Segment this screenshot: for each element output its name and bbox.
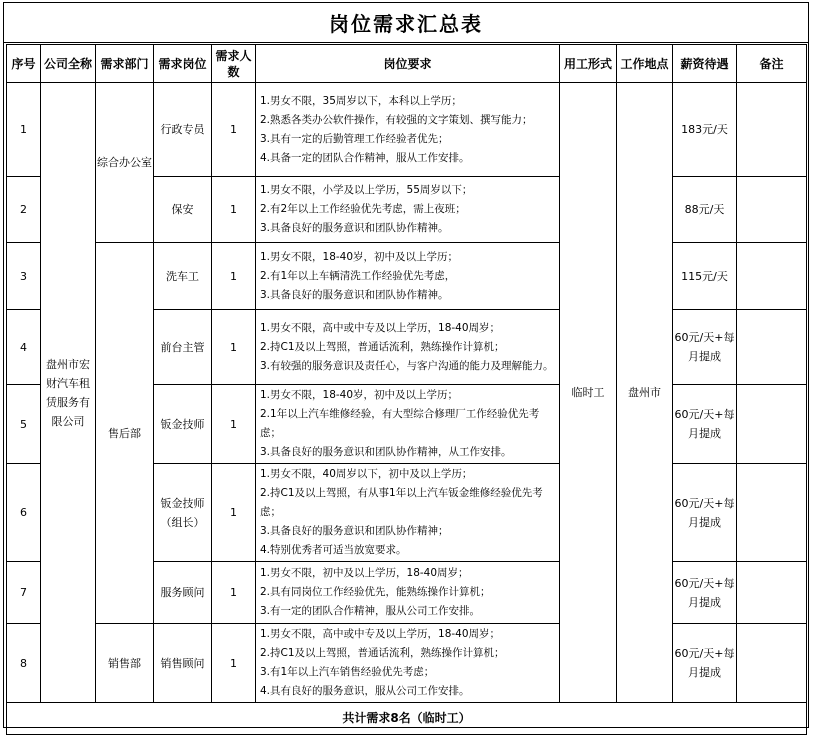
requirements-cell [256,83,560,177]
position-cell: 洗车工 [154,243,212,310]
seq-cell: 1 [7,83,41,177]
header-dept: 需求部门 [96,45,154,83]
salary-cell: 60元/天+每月提成 [673,562,737,624]
salary-cell: 60元/天+每月提成 [673,624,737,703]
requirement-line: 4.具有良好的服务意识，服从公司工作安排。 [260,685,470,697]
requirement-line: 1.男女不限，高中或中专及以上学历，18-40周岁； [260,628,501,640]
requirement-line: 2.持C1及以上驾照，有从事1年以上汽车钣金维修经验优先考虑； [260,487,543,518]
sheet-title: 岗位需求汇总表 [4,3,808,43]
requirement-line: 1.男女不限，18-40岁，初中及以上学历； [260,250,459,263]
header-position: 需求岗位 [154,45,212,83]
requirement-line: 3.有一定的团队合作精神，服从公司工作安排。 [260,605,481,617]
remarks-cell [737,83,807,177]
header-row [7,45,807,83]
seq-cell: 2 [7,177,41,243]
requirement-line: 1.男女不限，高中或中专及以上学历，18-40周岁； [260,321,501,334]
count-cell: 1 [212,177,256,243]
requirement-line: 2.具有同岗位工作经验优先，能熟练操作计算机； [260,586,491,598]
remarks-cell [737,562,807,624]
requirements-cell [256,177,560,243]
requirement-line: 4.具备一定的团队合作精神，服从工作安排。 [260,151,470,164]
requirements-cell [256,243,560,310]
requirement-line: 1.男女不限，35周岁以下，本科以上学历； [260,94,462,107]
count-cell: 1 [212,464,256,562]
requirement-line: 2.有2年以上工作经验优先考虑，需上夜班； [260,203,466,215]
position-cell: 保安 [154,177,212,243]
salary-cell: 60元/天+每月提成 [673,385,737,464]
requirement-line: 1.男女不限，18-40岁，初中及以上学历； [260,389,459,401]
dept-cell: 销售部 [96,624,154,703]
requirement-line: 3.具备良好的服务意识和团队协作精神，从工作安排。 [260,446,512,458]
job-demand-table [6,44,807,735]
total-summary: 共计需求8名（临时工） [7,703,807,735]
seq-cell: 6 [7,464,41,562]
remarks-cell [737,464,807,562]
requirement-line: 3.具有一定的后勤管理工作经验者优先； [260,132,449,145]
requirement-line: 3.有较强的服务意识及责任心，与客户沟通的能力及理解能力。 [260,359,554,372]
position-cell: 服务顾问 [154,562,212,624]
header-company: 公司全称 [41,45,96,83]
position-cell: 钣金技师（组长） [154,464,212,562]
count-cell: 1 [212,562,256,624]
salary-cell: 60元/天+每月提成 [673,464,737,562]
dept-cell: 综合办公室 [96,83,154,243]
header-remarks: 备注 [737,45,807,83]
requirement-line: 3.具备良好的服务意识和团队协作精神。 [260,288,449,301]
requirement-line: 2.有1年以上车辆清洗工作经验优先考虑， [260,269,456,282]
salary-cell: 60元/天+每月提成 [673,310,737,385]
requirement-line: 3.具备良好的服务意识和团队协作精神； [260,525,449,537]
remarks-cell [737,310,807,385]
header-location: 工作地点 [617,45,673,83]
header-requirements: 岗位要求 [256,45,560,83]
requirements-cell [256,562,560,624]
requirement-line: 1.男女不限，40周岁以下，初中及以上学历； [260,468,473,480]
location-cell: 盘州市 [617,83,673,703]
remarks-cell [737,243,807,310]
company-cell: 盘州市宏财汽车租赁服务有限公司 [41,83,96,703]
requirement-line: 2.1年以上汽车维修经验，有大型综合修理厂工作经验优先考虑； [260,408,540,439]
requirements-cell [256,310,560,385]
requirements-cell [256,385,560,464]
requirement-line: 2.持C1及以上驾照，普通话流利，熟练操作计算机； [260,647,505,659]
remarks-cell [737,385,807,464]
requirement-line: 3.有1年以上汽车销售经验优先考虑； [260,666,435,678]
count-cell: 1 [212,310,256,385]
remarks-cell [737,177,807,243]
seq-cell: 3 [7,243,41,310]
count-cell: 1 [212,243,256,310]
seq-cell: 8 [7,624,41,703]
table-row [7,624,807,703]
count-cell: 1 [212,624,256,703]
requirement-line: 2.持C1及以上驾照，普通话流利，熟练操作计算机； [260,340,505,353]
salary-cell: 115元/天 [673,243,737,310]
requirement-line: 1.男女不限，小学及以上学历，55周岁以下； [260,184,473,196]
table-row [7,243,807,310]
total-row [7,703,807,735]
salary-cell: 88元/天 [673,177,737,243]
dept-cell: 售后部 [96,243,154,624]
position-cell: 销售顾问 [154,624,212,703]
requirement-line: 4.特别优秀者可适当放宽要求。 [260,544,407,556]
table-row [7,83,807,177]
position-cell: 前台主管 [154,310,212,385]
remarks-cell [737,624,807,703]
requirement-line: 3.具备良好的服务意识和团队协作精神。 [260,222,449,234]
seq-cell: 7 [7,562,41,624]
header-employment-type: 用工形式 [560,45,617,83]
requirement-line: 1.男女不限，初中及以上学历，18-40周岁； [260,567,469,579]
requirements-cell [256,624,560,703]
count-cell: 1 [212,83,256,177]
requirements-cell [256,464,560,562]
header-seq: 序号 [7,45,41,83]
header-salary: 薪资待遇 [673,45,737,83]
requirement-line: 2.熟悉各类办公软件操作，有较强的文字策划、撰写能力； [260,113,533,126]
salary-cell: 183元/天 [673,83,737,177]
seq-cell: 4 [7,310,41,385]
header-count: 需求人数 [212,45,256,83]
job-demand-sheet [3,2,809,728]
position-cell: 钣金技师 [154,385,212,464]
count-cell: 1 [212,385,256,464]
position-cell: 行政专员 [154,83,212,177]
employment-type-cell: 临时工 [560,83,617,703]
seq-cell: 5 [7,385,41,464]
